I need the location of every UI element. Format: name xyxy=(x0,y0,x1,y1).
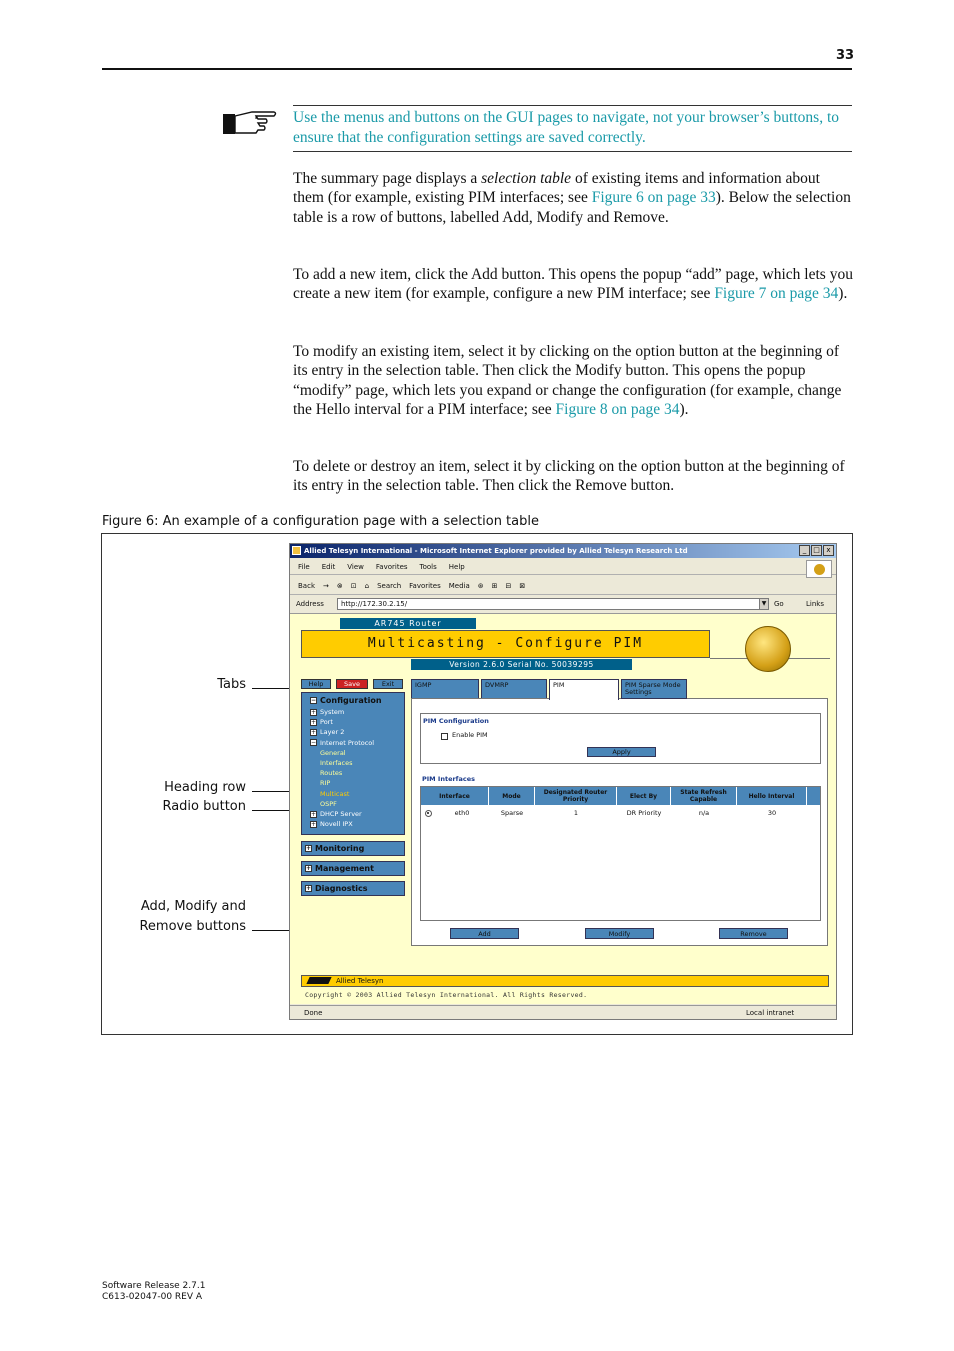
row-radio-cell xyxy=(421,808,435,819)
config-tree xyxy=(310,695,402,829)
expand-icon[interactable]: + xyxy=(311,810,317,818)
callout-buttons-line2: Remove buttons xyxy=(139,919,246,934)
header-rule xyxy=(102,68,852,70)
page-number: 33 xyxy=(836,48,855,63)
expand-icon[interactable]: + xyxy=(311,708,317,716)
callout-heading-row: Heading row xyxy=(164,780,246,795)
row-radio-button[interactable] xyxy=(425,810,432,817)
allied-telesyn-logo-icon xyxy=(306,977,331,984)
column-mode: Mode xyxy=(489,787,535,805)
callout-radio-button: Radio button xyxy=(162,799,246,814)
status-zone: Local intranet xyxy=(746,1009,795,1017)
back-button[interactable]: Back xyxy=(298,582,315,590)
sidebar-item-rip[interactable]: RIP xyxy=(320,779,331,788)
address-label: Address xyxy=(296,600,324,608)
navigation-note: Use the menus and buttons on the GUI pages to navigate, not your browser’s buttons, to ensure that the configuration settings are saved correctly. xyxy=(293,105,852,152)
pim-configuration-group xyxy=(420,713,821,764)
collapse-icon[interactable]: − xyxy=(311,697,317,704)
exit-button[interactable]: Exit xyxy=(373,679,403,689)
tab-pim-sparse-mode[interactable]: PIM Sparse Mode Settings xyxy=(621,679,687,699)
sidebar-item-dhcp-server[interactable]: + DHCP Server xyxy=(311,810,362,819)
mail-icon[interactable]: ⊞ xyxy=(491,582,498,590)
media-button[interactable]: Media xyxy=(448,582,470,590)
sidebar-item-internet-protocol[interactable]: − Internet Protocol xyxy=(311,738,375,747)
figure-6-link[interactable]: Figure 6 on page 33 xyxy=(591,189,716,207)
globe-logo-icon xyxy=(745,626,791,672)
enable-pim-label: Enable PIM xyxy=(452,731,488,739)
paragraph-modify-item: To modify an existing item, select it by clicking on the option button at the beginning of its entry in the selection table. Then click the Modify button. This opens the popup “modify” page, which lets you expand or change the configuration (for example, change the Hello interval for a PIM interface; see Figure 8 on page 34). xyxy=(293,343,842,418)
stop-icon[interactable]: ⊗ xyxy=(336,582,343,590)
sidebar-item-general[interactable]: General xyxy=(320,748,346,757)
menu-file[interactable]: File xyxy=(298,563,310,571)
cell-elect-by: DR Priority xyxy=(626,809,662,817)
pim-interfaces-legend: PIM Interfaces xyxy=(422,775,476,783)
modify-button[interactable]: Modify xyxy=(585,928,654,939)
tab-dvmrp[interactable]: DVMRP xyxy=(481,679,547,699)
callout-buttons-line1: Add, Modify and xyxy=(140,899,246,914)
figure-8-link[interactable]: Figure 8 on page 34 xyxy=(555,400,680,418)
address-dropdown-icon[interactable]: ▼ xyxy=(759,598,769,610)
table-row xyxy=(421,808,820,819)
add-button[interactable]: Add xyxy=(450,928,519,939)
tab-pim[interactable]: PIM xyxy=(549,679,619,700)
web-page-content xyxy=(290,613,836,1004)
pointing-hand-icon xyxy=(222,108,278,136)
menu-favorites[interactable]: Favorites xyxy=(375,563,408,571)
edit-icon[interactable]: ⊠ xyxy=(519,582,526,590)
sidebar-item-system[interactable]: + System xyxy=(311,708,345,716)
maximize-button[interactable]: □ xyxy=(811,545,822,556)
cell-dr-priority: 1 xyxy=(573,809,579,817)
sidebar-item-novell-ipx[interactable]: + Novell IPX xyxy=(311,820,353,829)
sidebar-configuration xyxy=(301,692,405,835)
table-heading-row xyxy=(421,787,820,805)
copyright: Copyright © 2003 Allied Telesyn International. All Rights Reserved. xyxy=(305,991,588,999)
column-dr-priority: Designated Router Priority xyxy=(535,787,617,805)
help-button[interactable]: Help xyxy=(301,679,331,689)
column-hello-interval: Hello Interval xyxy=(737,787,807,805)
document-code: C613-02047-00 REV A xyxy=(102,1292,203,1302)
menu-view[interactable]: View xyxy=(347,563,364,571)
paragraph-delete-item: To delete or destroy an item, select it by clicking on the option button at the beginning of its entry in the selection table. Then click the Remove button. xyxy=(293,458,845,495)
expand-icon[interactable]: + xyxy=(306,845,312,852)
menu-help[interactable]: Help xyxy=(448,563,465,571)
sidebar-item-multicast[interactable]: Multicast xyxy=(320,789,350,798)
expand-icon[interactable]: + xyxy=(306,865,312,872)
tab-igmp[interactable]: IGMP xyxy=(411,679,479,699)
software-release: Software Release 2.7.1 xyxy=(102,1281,206,1291)
history-icon[interactable]: ⊛ xyxy=(477,582,484,590)
cell-state-refresh: n/a xyxy=(698,809,710,817)
column-state-refresh: State Refresh Capable xyxy=(671,787,737,805)
column-spacer xyxy=(807,787,820,805)
enable-pim-checkbox[interactable] xyxy=(441,733,448,740)
sidebar-diagnostics[interactable]: + Diagnostics xyxy=(301,881,405,896)
status-done: Done xyxy=(304,1009,323,1017)
pim-panel xyxy=(411,698,828,946)
page-footer xyxy=(102,1281,205,1303)
app-footer-bar: Allied Telesyn xyxy=(301,975,829,987)
paragraph-add-item: To add a new item, click the Add button. This opens the popup “add” page, which lets you create a new item (for example, configure a new PIM interface; see Figure 7 on page 34). xyxy=(293,266,853,303)
figure-7-link[interactable]: Figure 7 on page 34 xyxy=(714,285,839,303)
address-bar xyxy=(290,596,836,612)
collapse-icon[interactable]: − xyxy=(311,739,317,747)
version-serial: Version 2.6.0 Serial No. 50039295 xyxy=(411,659,632,670)
minimize-button[interactable]: _ xyxy=(799,545,810,556)
sidebar-item-port[interactable]: + Port xyxy=(311,718,333,727)
sidebar-management[interactable]: + Management xyxy=(301,861,405,876)
column-interface: Interface xyxy=(421,787,489,805)
address-input[interactable]: http://172.30.2.15/ xyxy=(337,598,760,610)
menu-edit[interactable]: Edit xyxy=(321,563,336,571)
remove-button[interactable]: Remove xyxy=(719,928,788,939)
sidebar-heading[interactable]: − Configuration xyxy=(311,696,382,705)
browser-status-bar xyxy=(290,1005,836,1019)
links-button[interactable]: Links xyxy=(806,600,824,608)
save-button[interactable]: Save xyxy=(336,679,368,689)
favorites-button[interactable]: Favorites xyxy=(409,582,441,590)
apply-button[interactable]: Apply xyxy=(587,747,656,757)
cell-hello-interval: 30 xyxy=(767,809,777,817)
product-name: AR745 Router xyxy=(340,618,476,629)
window-controls xyxy=(799,545,834,556)
menu-bar xyxy=(290,560,836,575)
forward-button[interactable]: → xyxy=(323,582,329,590)
cell-mode: Sparse xyxy=(500,809,524,817)
search-button[interactable]: Search xyxy=(377,582,402,590)
print-icon[interactable]: ⊟ xyxy=(505,582,512,590)
sidebar-item-ospf[interactable]: OSPF xyxy=(320,799,337,808)
paragraph-summary-page: The summary page displays a selection table of existing items and information about them (for example, existing PIM interfaces; see Figure 6 on page 33). Below the selection table is a row of buttons, labelled Add, Modify and Remove. xyxy=(293,170,851,226)
browser-window xyxy=(289,543,837,1020)
refresh-icon[interactable]: ⊡ xyxy=(350,582,357,590)
ie-window-icon xyxy=(292,546,301,555)
go-button[interactable]: Go xyxy=(774,600,784,608)
pim-interfaces-table xyxy=(420,786,821,921)
browser-toolbar xyxy=(290,578,836,595)
expand-icon[interactable]: + xyxy=(306,885,312,892)
sidebar-monitoring[interactable]: + Monitoring xyxy=(301,841,405,856)
sidebar-item-layer2[interactable]: + Layer 2 xyxy=(311,728,345,737)
figure-caption: Figure 6: An example of a configuration page with a selection table xyxy=(102,514,539,529)
menu-tools[interactable]: Tools xyxy=(419,563,437,571)
home-icon[interactable]: ⌂ xyxy=(364,582,370,590)
ie-throbber-icon xyxy=(806,560,832,578)
column-elect-by: Elect By xyxy=(617,787,671,805)
sidebar-item-interfaces[interactable]: Interfaces xyxy=(320,759,353,768)
pim-configuration-legend: PIM Configuration xyxy=(423,717,489,725)
close-button[interactable]: x xyxy=(823,545,834,556)
callout-tabs: Tabs xyxy=(217,677,246,692)
expand-icon[interactable]: + xyxy=(311,820,317,828)
sidebar-item-routes[interactable]: Routes xyxy=(320,769,343,778)
expand-icon[interactable]: + xyxy=(311,718,317,726)
expand-icon[interactable]: + xyxy=(311,728,317,736)
page-banner: Multicasting - Configure PIM xyxy=(301,630,710,658)
cell-interface: eth0 xyxy=(454,809,470,817)
browser-title-bar: Allied Telesyn International - Microsoft Internet Explorer provided by Allied Telesyn Research Ltd xyxy=(290,544,836,558)
